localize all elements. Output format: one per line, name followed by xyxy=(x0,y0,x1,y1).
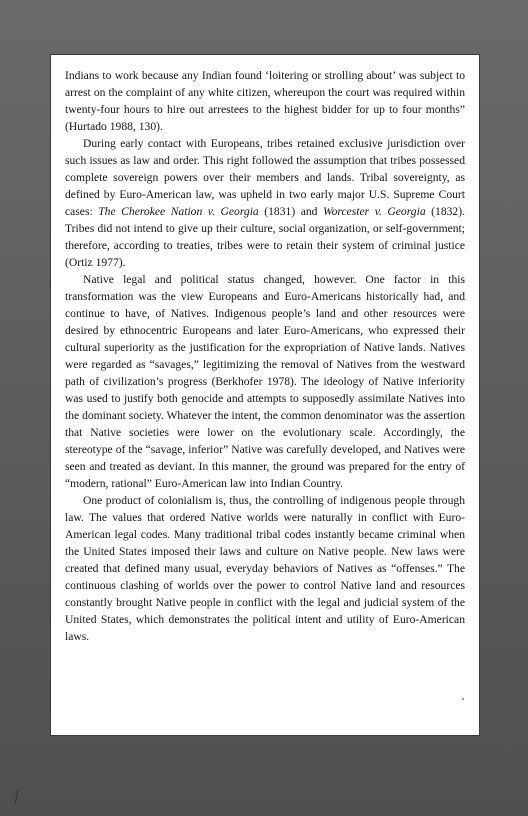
paragraph-2 xyxy=(65,135,465,271)
paragraph-4: One product of colonialism is, thus, the controlling of indigenous people through law. The values that ordered Native worlds were naturally in conflict with Euro-American legal codes. Many traditional tribal codes instantly became criminal when the United States imposed their laws and culture on Native people. New laws were created that defined many usual, everyday behaviors of Natives as “offenses.” The continuous clashing of worlds over the power to control Native land and resources constantly brought Native people in conflict with the legal and judicial system of the United States, which demonstrates the political intent and utility of Euro-American laws. xyxy=(65,494,465,643)
book-page xyxy=(51,55,479,735)
scan-speck xyxy=(462,698,464,700)
case-worcester: Worcester v. Georgia xyxy=(323,205,426,218)
paragraph-2-text-c: (1832). Tribes did not intend to give up their culture, social organization, or self-government; therefore, according to treaties, tribes were to retain their system of criminal justice (Ortiz 1977). xyxy=(65,205,465,269)
paragraph-2-text-b: (1831) and xyxy=(258,205,323,218)
case-cherokee-nation: The Cherokee Nation v. Georgia xyxy=(98,205,259,218)
paragraph-1: Indians to work because any Indian found ‘loitering or strolling about’ was subject to arrest on the complaint of any white citizen, whereupon the court was required within twenty-four hours to hire out arrestees to the highest bidder for up to four months” (Hurtado 1988, 130). xyxy=(65,69,465,133)
paragraph-2-text-a: During early contact with Europeans, tribes retained exclusive jurisdiction over such issues as law and order. This right followed the assumption that tribes possessed complete sovereign powers over their members and lands. Tribal sovereignty, as defined by Euro-American law, was upheld in two early major U.S. Supreme Court cases: xyxy=(65,137,465,218)
paragraph-3: Native legal and political status changed, however. One factor in this transformation was the view Europeans and Euro-Americans historically had, and continue to have, of Natives. Indigenous people’s land and other resources were desired by ethnocentric Europeans and later Euro-Americans, who expressed their cultural superiority as the justification for the expropriation of Native lands. Natives were regarded as “savages,” legitimizing the removal of Natives from the westward path of civilization’s progress (Berkhofer 1978). The ideology of Native inferiority was used to justify both genocide and attempts to supposedly assimilate Natives into the dominant society. Whatever the intent, the common denominator was the assertion that Native societies were lower on the evolutionary scale. Accordingly, the stereotype of the “savage, inferior” Native was carefully developed, and Natives were seen and treated as deviant. In this manner, the ground was prepared for the entry of “modern, rational” Euro-American law into Indian Country. xyxy=(65,273,465,490)
body-text xyxy=(65,67,465,645)
